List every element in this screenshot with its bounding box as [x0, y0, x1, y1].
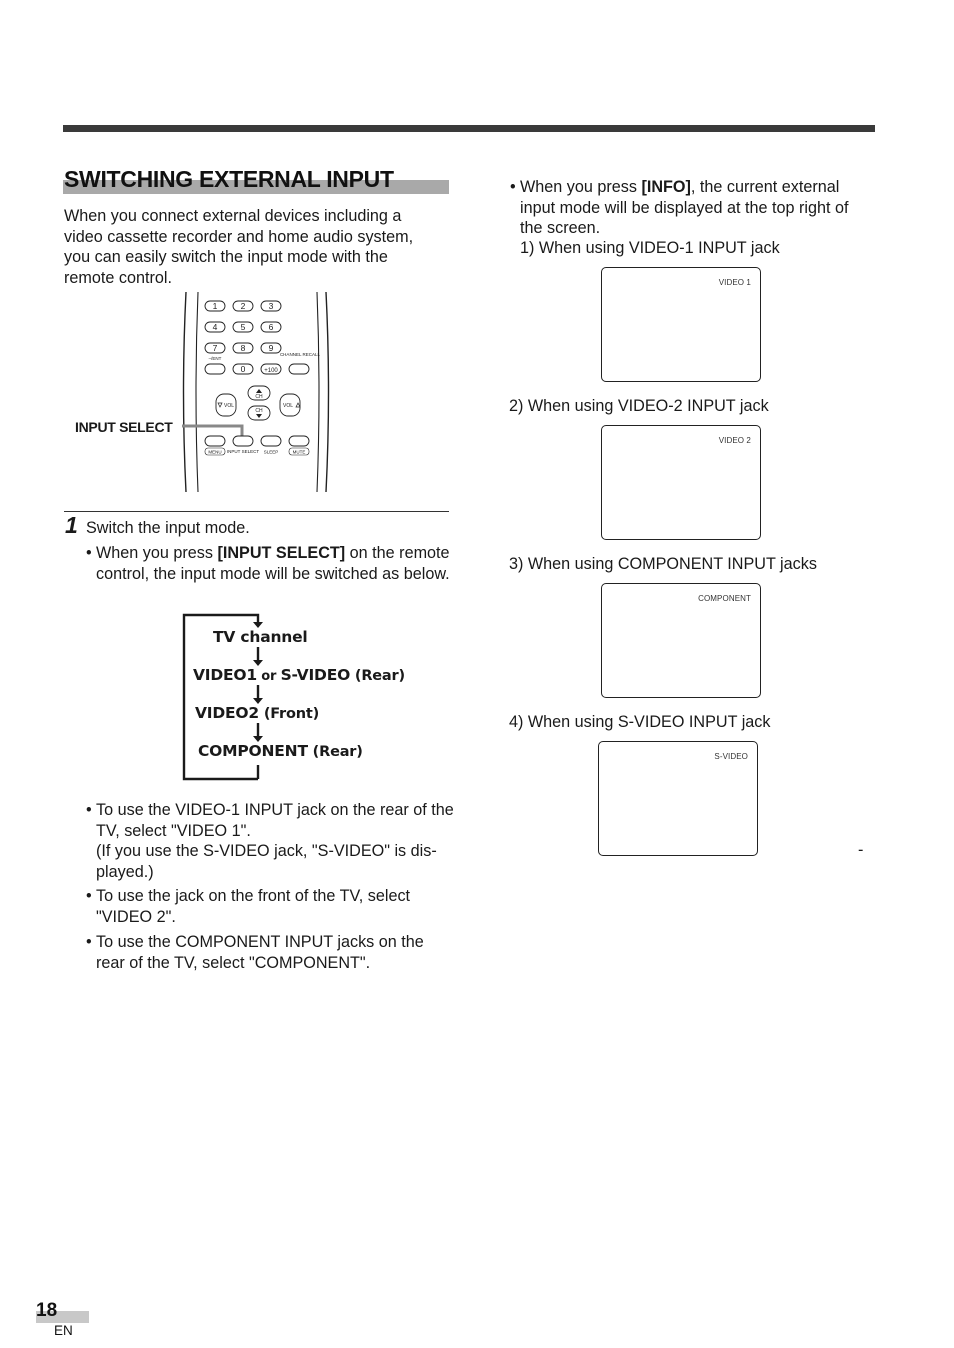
ch-down-label: CH: [255, 408, 263, 414]
input-select-bullet: • When you press [INPUT SELECT] on the remote control, the input mode will be switched as below.: [86, 544, 450, 583]
step-instruction: Switch the input mode.: [86, 519, 250, 537]
digit-keys: [205, 301, 321, 374]
note-video1: • To use the VIDEO-1 INPUT jack on the rear of the TV, select "VIDEO 1". (If you use the S-VIDEO jack, "S-VIDEO" is dis-played.): [86, 801, 454, 881]
intro-paragraph: When you connect external devices including a video cassette recorder and home audio system, you can easily switch the input mode with the remote control.: [64, 207, 414, 287]
screen-caption-3: 3) When using COMPONENT INPUT jacks: [509, 555, 817, 573]
step-number: 1: [65, 512, 78, 538]
input-select-callout-label: INPUT SELECT: [75, 419, 173, 435]
ch-up-label: CH: [255, 394, 263, 400]
digit-6: 6: [268, 322, 274, 332]
flow-item-tv-channel: TV channel: [213, 628, 308, 646]
page-title: SWITCHING EXTERNAL INPUT: [64, 166, 394, 192]
channel-recall-label: CHANNEL RECALL: [279, 352, 321, 357]
flow-item-video2: VIDEO2 (Front): [195, 704, 320, 722]
digit-0: 0: [240, 364, 246, 374]
input-select-key: [INPUT SELECT]: [217, 544, 346, 562]
digit-7: 7: [212, 343, 218, 353]
screen-label-svideo: S-VIDEO: [714, 752, 748, 761]
page-language: EN: [54, 1323, 73, 1338]
tv-screen-video2: [601, 425, 761, 540]
bottom-keys: [205, 436, 309, 455]
digit-3: 3: [268, 301, 274, 311]
info-key: [INFO]: [641, 178, 691, 196]
note-component: • To use the COMPONENT INPUT jacks on the rear of the TV, select "COMPONENT".: [86, 933, 424, 972]
digit-9: 9: [268, 343, 274, 353]
stray-mark: -: [858, 841, 864, 859]
digit-plus100: +100: [264, 368, 278, 374]
digit-8: 8: [240, 343, 246, 353]
info-bullet: • When you press [INFO], the current external input mode will be displayed at the top right of the screen.: [510, 178, 849, 237]
tv-screen-video1: [601, 267, 761, 382]
step-divider: [64, 511, 449, 512]
input-select-key-label: INPUT SELECT: [226, 449, 260, 454]
tv-screen-svideo: [598, 741, 758, 856]
tv-screen-component: [601, 583, 761, 698]
screen-label-component: COMPONENT: [698, 594, 751, 603]
mute-label: MUTE: [292, 449, 306, 455]
digit-2: 2: [240, 301, 246, 311]
sleep-label: SLEEP: [263, 449, 279, 455]
page-number: 18: [36, 1300, 58, 1321]
input-mode-flow-diagram: [180, 613, 420, 783]
ch-vol-keys: [216, 386, 300, 420]
digit-1: 1: [212, 301, 218, 311]
screen-label-video1: VIDEO 1: [718, 278, 751, 287]
vol-down-label: VOL: [223, 403, 235, 409]
digit-5: 5: [240, 322, 246, 332]
screen-label-video2: VIDEO 2: [718, 436, 751, 445]
vol-up-label: VOL: [282, 403, 294, 409]
screen-caption-1: 1) When using VIDEO-1 INPUT jack: [520, 239, 780, 257]
menu-label: MENU: [208, 449, 222, 455]
section-title-block: [63, 166, 449, 194]
remote-control-illustration: [180, 292, 332, 495]
note-video2: • To use the jack on the front of the TV, select "VIDEO 2".: [86, 887, 411, 926]
screen-caption-4: 4) When using S-VIDEO INPUT jack: [509, 713, 771, 731]
header-rule: [63, 125, 875, 132]
flow-item-video1: VIDEO1 or S-VIDEO (Rear): [193, 666, 405, 684]
digit-4: 4: [212, 322, 218, 332]
ent-label: –/ENT: [208, 356, 222, 361]
screen-caption-2: 2) When using VIDEO-2 INPUT jack: [509, 397, 769, 415]
flow-item-component: COMPONENT (Rear): [198, 742, 363, 760]
